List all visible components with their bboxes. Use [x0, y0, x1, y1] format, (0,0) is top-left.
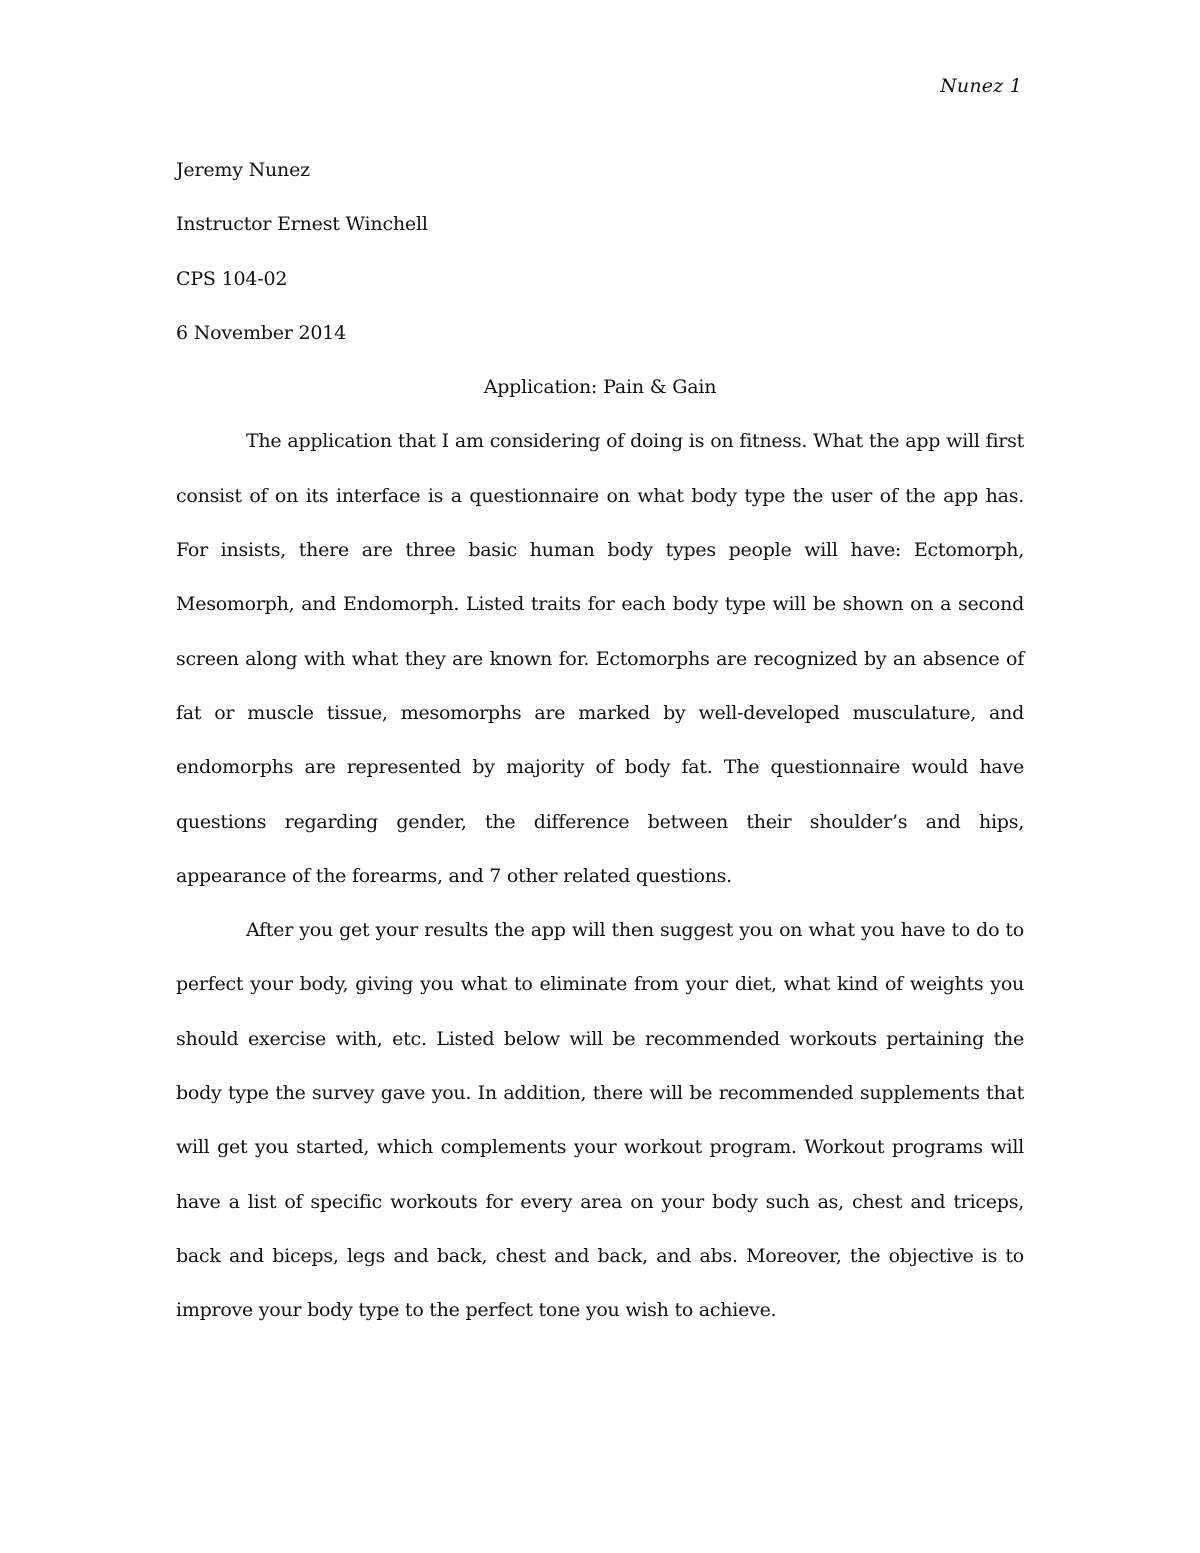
- mla-heading: [176, 143, 1024, 1338]
- document-title: Application: Pain & Gain: [483, 376, 717, 399]
- body-text: [176, 414, 1024, 1337]
- course-code: CPS 104-02: [176, 267, 288, 290]
- instructor-name: Instructor Ernest Winchell: [176, 213, 428, 236]
- author-name: Jeremy Nunez: [176, 159, 310, 181]
- paragraph: After you get your results the app will then suggest you on what you have to do to perfect your body, giving you what to eliminate from your diet, what kind of weights you should exercise with, etc. Listed below will be recommended workouts pertaining the body type the survey gave you. In addition, there will be recommended supplements that will get you started, which complements your workout program. Workout programs will have a list of specific workouts for every area on your body such as, chest and triceps, back and biceps, legs and back, chest and back, and abs. Moreover, the objective is to improve your body type to the perfect tone you wish to achieve.: [176, 919, 1024, 1322]
- paragraph: The application that I am considering of doing is on fitness. What the app will first consist of on its interface is a questionnaire on what body type the user of the app has. For insists, there are three basic human body types people will have: Ectomorph, Mesomorph, and Endomorph. Listed traits for each body type will be shown on a second screen along with what they are known for. Ectomorphs are recognized by an absence of fat or muscle tissue, mesomorphs are marked by well-developed musculature, and endomorphs are represented by majority of body fat. The questionnaire would have questions regarding gender, the difference between their shoulder’s and hips, appearance of the forearms, and 7 other related questions.: [176, 430, 1024, 887]
- running-head: Nunez 1: [940, 75, 1022, 97]
- document-date: 6 November 2014: [176, 321, 347, 344]
